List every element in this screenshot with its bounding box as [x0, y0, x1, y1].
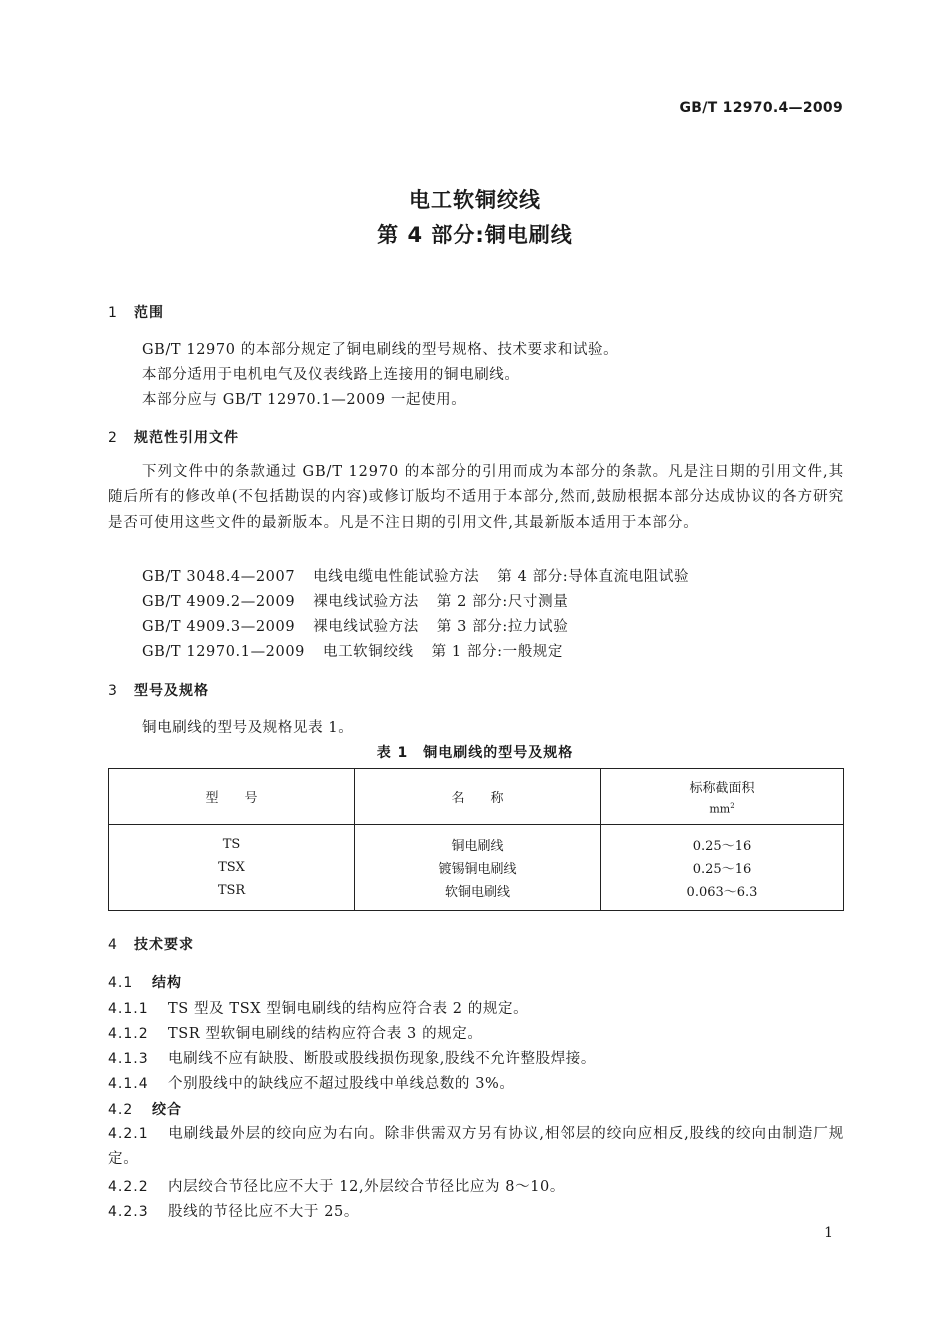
subsection-title: 结构	[152, 975, 182, 991]
section-title: 范围	[134, 305, 164, 321]
reference-part: 第 2 部分:尺寸测量	[436, 594, 569, 610]
cell-model: TSX	[109, 856, 355, 879]
reference-code: GB/T 4909.3—2009	[142, 619, 296, 635]
cell-name: 铜电刷线	[355, 825, 601, 857]
table-row	[109, 879, 844, 911]
table-row	[109, 856, 844, 879]
page-number: 1	[824, 1225, 833, 1241]
reference-item	[142, 565, 689, 586]
document-subtitle: 第 4 部分:铜电刷线	[377, 223, 573, 247]
paragraph: 本部分应与 GB/T 12970.1—2009 一起使用。	[142, 392, 467, 408]
section-title: 技术要求	[134, 937, 194, 953]
section-3-heading	[108, 680, 209, 700]
unit-superscript: 2	[730, 802, 735, 811]
clause-number: 4.2.2	[108, 1179, 149, 1195]
clause-number: 4.1.2	[108, 1026, 149, 1042]
clause-text: 内层绞合节径比应不大于 12,外层绞合节径比应为 8～10。	[168, 1179, 565, 1195]
paragraph: 本部分适用于电机电气及仪表线路上连接用的铜电刷线。	[142, 367, 520, 383]
reference-code: GB/T 12970.1—2009	[142, 644, 305, 660]
cell-area: 0.063～6.3	[601, 879, 844, 911]
table-row	[109, 825, 844, 857]
clause-text: 股线的节径比应不大于 25。	[168, 1204, 359, 1220]
cell-area: 0.25～16	[601, 856, 844, 879]
clause-text: TSR 型软铜电刷线的结构应符合表 3 的规定。	[168, 1026, 483, 1042]
clause-item	[108, 1200, 359, 1221]
cell-area: 0.25～16	[601, 825, 844, 857]
clause-item	[108, 1122, 844, 1172]
section-title: 型号及规格	[134, 683, 209, 699]
section-number: 1	[108, 305, 118, 321]
header-area-unit	[601, 802, 843, 816]
header-name: 名 称	[355, 769, 601, 825]
clause-number: 4.1.4	[108, 1076, 149, 1092]
cell-name: 镀锡铜电刷线	[355, 856, 601, 879]
clause-item	[108, 997, 528, 1018]
clause-number: 4.2.1	[108, 1126, 149, 1142]
subsection-4-1-heading	[108, 972, 182, 992]
document-title: 电工软铜绞线	[409, 188, 541, 212]
reference-code: GB/T 3048.4—2007	[142, 569, 296, 585]
reference-code: GB/T 4909.2—2009	[142, 594, 296, 610]
subsection-4-2-heading	[108, 1099, 182, 1119]
subsection-number: 4.2	[108, 1102, 134, 1118]
table-header-row	[109, 769, 844, 825]
clause-item	[108, 1072, 515, 1093]
reference-part: 第 3 部分:拉力试验	[436, 619, 569, 635]
normative-reference-paragraph: 下列文件中的条款通过 GB/T 12970 的本部分的引用而成为本部分的条款。凡是注日期的引用文件,其随后所有的修改单(不包括勘误的内容)或修订版均不适用于本部分,然而,鼓励根据本部分达成协议的各方研究是否可使用这些文件的最新版本。凡是不注日期的引用文件,其最新版本适用于本部分。	[108, 464, 844, 531]
section-4-heading	[108, 934, 194, 954]
spec-table	[108, 768, 844, 911]
subsection-title: 绞合	[152, 1102, 182, 1118]
paragraph: 铜电刷线的型号及规格见表 1。	[142, 720, 354, 736]
reference-name: 裸电线试验方法	[313, 619, 419, 635]
clause-item	[108, 1047, 596, 1068]
header-area-label: 标称截面积	[689, 781, 755, 797]
section-title: 规范性引用文件	[134, 430, 239, 446]
section-number: 2	[108, 430, 118, 446]
clause-text: 电刷线不应有缺股、断股或股线损伤现象,股线不允许整股焊接。	[168, 1051, 597, 1067]
clause-text: TS 型及 TSX 型铜电刷线的结构应符合表 2 的规定。	[168, 1001, 529, 1017]
section-number: 4	[108, 937, 118, 953]
reference-name: 裸电线试验方法	[313, 594, 419, 610]
reference-part: 第 1 部分:一般规定	[431, 644, 564, 660]
reference-part: 第 4 部分:导体直流电阻试验	[497, 569, 690, 585]
header-model: 型 号	[109, 769, 355, 825]
cell-model: TS	[109, 825, 355, 857]
cell-model: TSR	[109, 879, 355, 911]
paragraph: GB/T 12970 的本部分规定了铜电刷线的型号规格、技术要求和试验。	[142, 342, 619, 358]
cell-name: 软铜电刷线	[355, 879, 601, 911]
unit-text: mm	[709, 802, 731, 816]
clause-text: 个别股线中的缺线应不超过股线中单线总数的 3%。	[168, 1076, 515, 1092]
clause-number: 4.1.1	[108, 1001, 149, 1017]
header-area	[601, 769, 844, 825]
reference-item	[142, 640, 563, 661]
section-1-heading	[108, 302, 164, 322]
clause-text: 电刷线最外层的绞向应为右向。除非供需双方另有协议,相邻层的绞向应相反,股线的绞向由制造厂规定。	[108, 1126, 844, 1167]
reference-name: 电工软铜绞线	[322, 644, 414, 660]
clause-item	[108, 1175, 565, 1196]
section-number: 3	[108, 683, 118, 699]
standard-number: GB/T 12970.4—2009	[679, 100, 843, 116]
clause-item	[108, 1022, 482, 1043]
clause-number: 4.1.3	[108, 1051, 149, 1067]
reference-item	[142, 590, 568, 611]
subsection-number: 4.1	[108, 975, 134, 991]
reference-name: 电线电缆电性能试验方法	[313, 569, 480, 585]
table-caption: 表 1 铜电刷线的型号及规格	[376, 745, 574, 761]
clause-number: 4.2.3	[108, 1204, 149, 1220]
section-2-heading	[108, 427, 239, 447]
reference-item	[142, 615, 568, 636]
